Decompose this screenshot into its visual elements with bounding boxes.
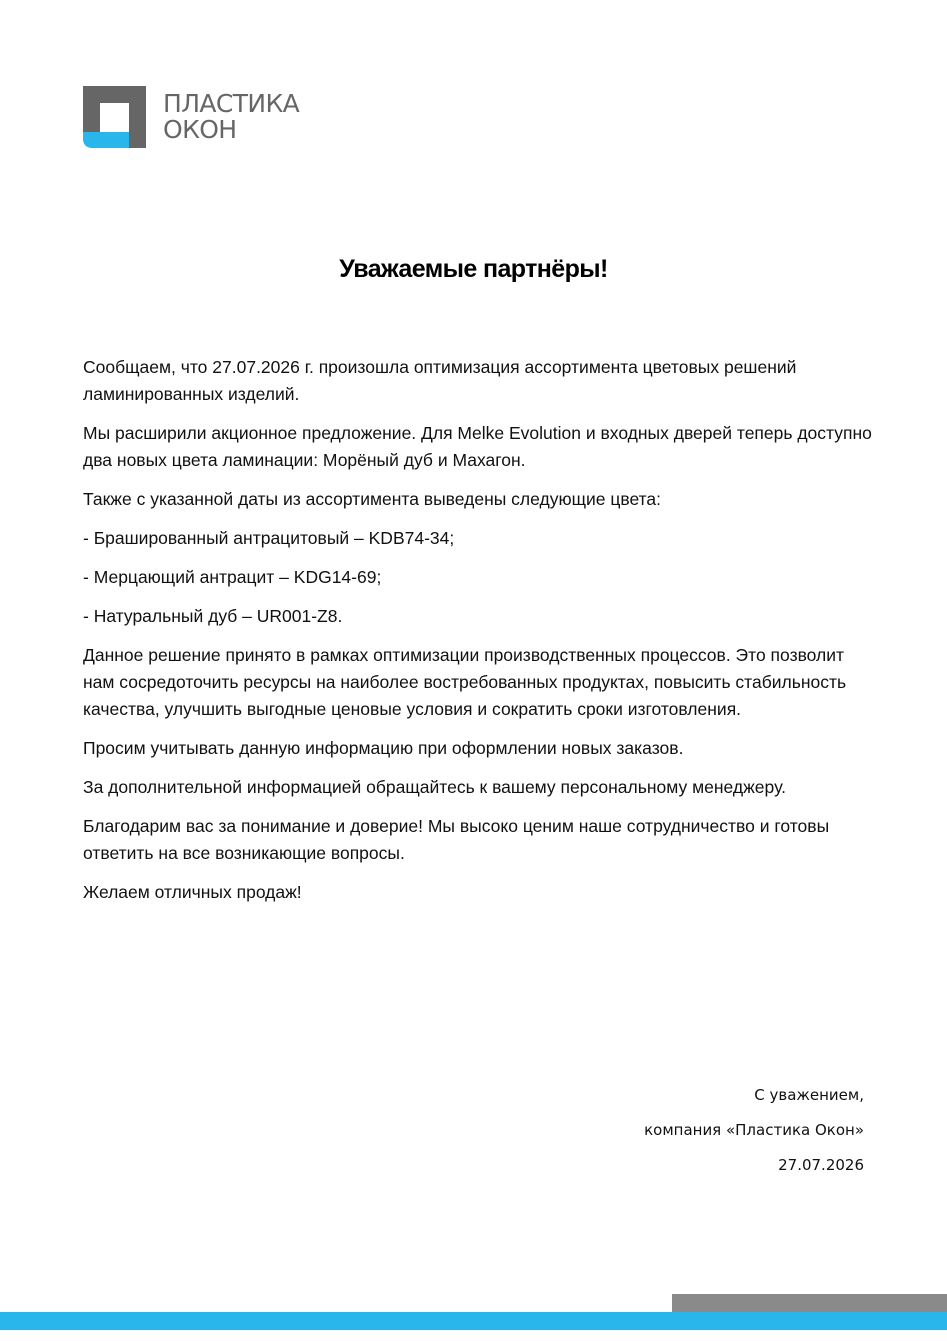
letter-body (83, 354, 873, 918)
logo-line-2: ОКОН (163, 115, 237, 144)
list-item-removed-color-3: - Натуральный дуб – UR001-Z8. (83, 606, 343, 626)
company-logo (83, 86, 299, 148)
logo-wordmark (163, 91, 299, 143)
paragraph-promotion: Мы расширили акционное предложение. Для Melke Evolution и входных дверей теперь доступно два новых цвета ламинации: Морёный дуб и Махагон. (83, 423, 872, 470)
paragraph-reason: Данное решение принято в рамках оптимизации производственных процессов. Это позволит нам сосредоточить ресурсы на наиболее востребованных продуктах, повысить стабильность качества, улучшить выгодные ценовые условия и сократить сроки изготовления. (83, 645, 847, 719)
signature-block (644, 1084, 864, 1189)
signature-company: компания «Пластика Окон» (644, 1121, 864, 1139)
signature-date: 27.07.2026 (778, 1156, 864, 1174)
footer-blue-bar (0, 1312, 947, 1330)
list-item-removed-color-1: - Брашированный антрацитовый – KDB74-34; (83, 528, 455, 548)
logo-line-1: ПЛАСТИКА (163, 89, 300, 118)
signature-regards: С уважением, (754, 1086, 864, 1104)
paragraph-wishes: Желаем отличных продаж! (83, 882, 302, 902)
paragraph-removed-intro: Также с указанной даты из ассортимента выведены следующие цвета: (83, 489, 662, 509)
footer-gray-bar (672, 1294, 947, 1312)
paragraph-thanks: Благодарим вас за понимание и доверие! Мы высоко ценим наше сотрудничество и готовы ответить на все возникающие вопросы. (83, 816, 830, 863)
paragraph-contact: За дополнительной информацией обращайтесь к вашему персональному менеджеру. (83, 777, 786, 797)
list-item-removed-color-2: - Мерцающий антрацит – KDG14-69; (83, 567, 382, 587)
window-frame-logo-icon (83, 86, 146, 148)
letter-title: Уважаемые партнёры! (339, 255, 608, 283)
paragraph-intro: Сообщаем, что 27.07.2026 г. произошла оптимизация ассортимента цветовых решений ламинированных изделий. (83, 357, 797, 404)
paragraph-request: Просим учитывать данную информацию при оформлении новых заказов. (83, 738, 684, 758)
